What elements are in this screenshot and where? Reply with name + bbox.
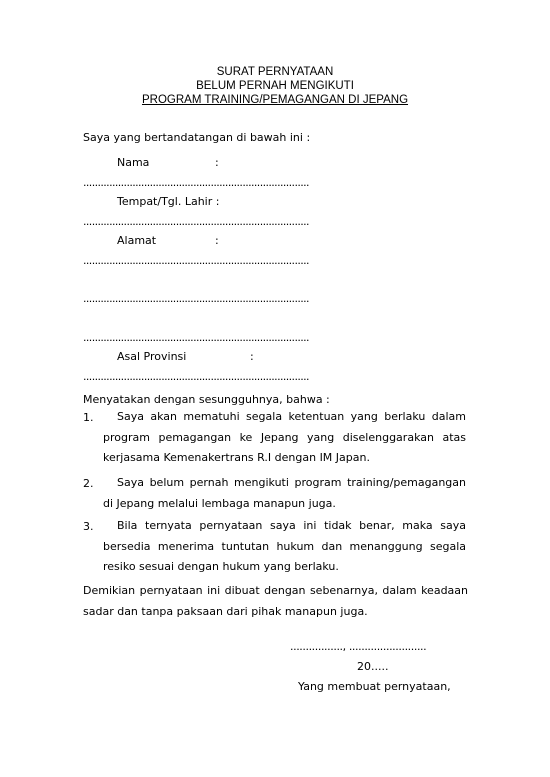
dotted-line-nama: .............................................................................. (83, 176, 309, 189)
field-label-provinsi: Asal Provinsi (117, 350, 187, 363)
list-item-text: Saya akan mematuhi segala ketentuan yang berlaku dalam program pemagangan ke Jepang yang diselenggarakan atas kerjasama Kemenakertrans R.I dengan IM Japan. (103, 410, 466, 464)
field-colon-provinsi: : (250, 350, 254, 363)
field-label-ttl: Tempat/Tgl. Lahir : (117, 195, 220, 208)
field-colon-alamat: : (215, 234, 219, 247)
signature-place-date: ................., ......................... (290, 640, 427, 653)
list-item-text: Saya belum pernah mengikuti program training/pemagangan di Jepang melalui lembaga manapun juga. (103, 476, 466, 510)
signature-signer-label: Yang membuat pernyataan, (298, 680, 451, 693)
list-item-number: 3. (83, 520, 94, 533)
closing-paragraph: Demikian pernyataan ini dibuat dengan sebenarnya, dalam keadaan sadar dan tanpa paksaan dari pihak manapun juga. (83, 584, 468, 618)
list-item-number: 2. (83, 477, 94, 490)
dotted-line-ttl: .............................................................................. (83, 215, 309, 228)
document-title: SURAT PERNYATAAN (216, 66, 334, 78)
field-label-alamat: Alamat (117, 234, 157, 247)
signature-year: 20..... (357, 660, 389, 673)
field-colon-nama: : (215, 156, 219, 169)
field-label-nama: Nama (117, 156, 150, 169)
dotted-line-alamat-2: .............................................................................. (83, 292, 309, 305)
document-subtitle-program: PROGRAM TRAINING/PEMAGANGAN DI JEPANG (141, 94, 409, 106)
statement-intro: Menyatakan dengan sesungguhnya, bahwa : (83, 393, 330, 406)
dotted-line-alamat-1: .............................................................................. (83, 254, 309, 267)
dotted-line-alamat-3: .............................................................................. (83, 331, 309, 344)
dotted-line-provinsi: .............................................................................. (83, 370, 309, 383)
document-subtitle: BELUM PERNAH MENGIKUTI (196, 80, 354, 92)
intro-text: Saya yang bertandatangan di bawah ini : (83, 131, 311, 144)
list-item-number: 1. (83, 411, 94, 424)
list-item-text: Bila ternyata pernyataan saya ini tidak benar, maka saya bersedia menerima tuntutan hukum dan menanggung segala resiko sesuai dengan hukum yang berlaku. (103, 519, 466, 573)
